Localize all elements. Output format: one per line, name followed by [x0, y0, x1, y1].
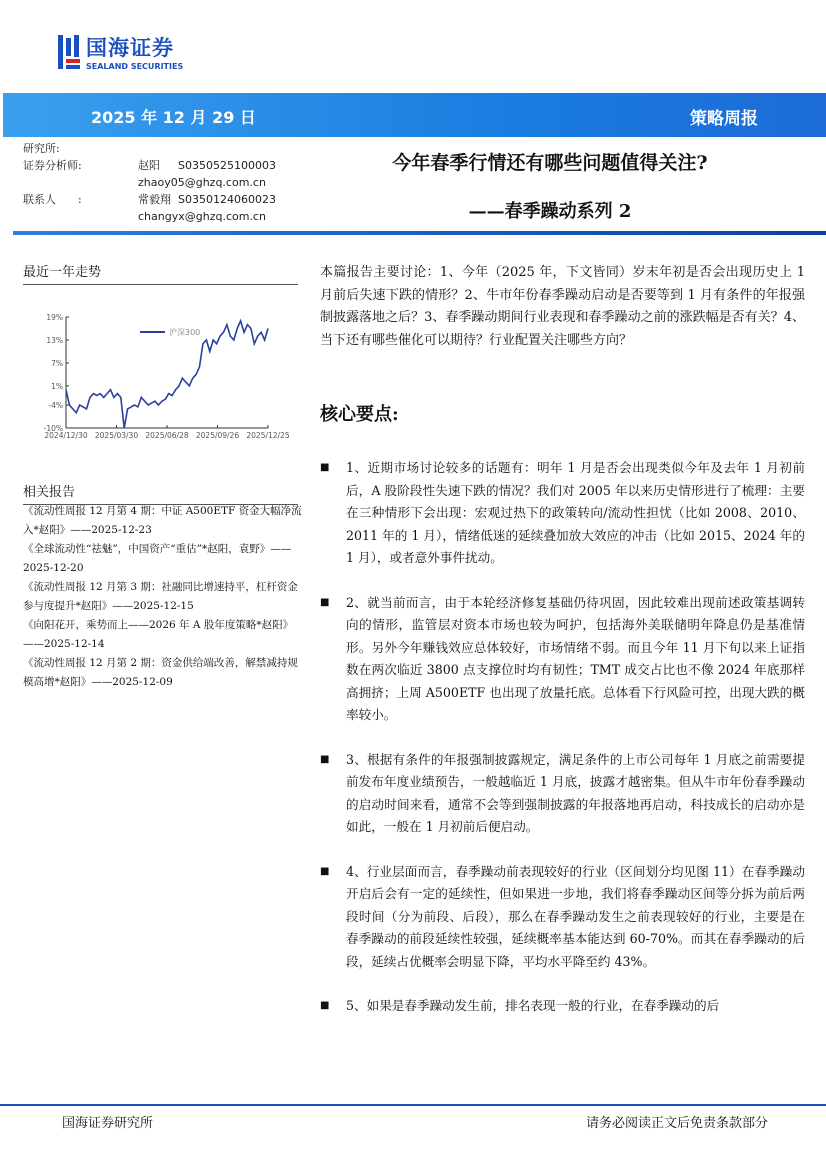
analyst-label: 证券分析师:: [23, 159, 82, 172]
bullet-icon: ■: [320, 462, 330, 473]
related-report[interactable]: 《流动性周报 12 月第 3 期：社融同比增速持平，杠杆资金参与度提升*赵阳》——2025-12-15: [23, 581, 298, 612]
contact-name: 常毅翔: [138, 193, 171, 206]
bullet-icon: ■: [320, 596, 330, 608]
intro-paragraph: 本篇报告主要讨论：1、今年（2025 年，下文皆同）岁末年初是否会出现历史上 1 月前后失速下跌的情形？2、牛市年份春季躁动启动是否要等到 1 月有条件的年报强制披露落地之后？3、春季躁动期间行业表现和春季躁动之前的涨跌幅是否有关？4、当下还有哪些催化可以期待？行业配置关注哪些方向？: [320, 265, 805, 348]
footer-rule: [0, 1104, 826, 1106]
x-tick-label: 2025/09/26: [195, 431, 240, 440]
contact-email[interactable]: changyx@ghzq.com.cn: [138, 210, 266, 223]
key-point-text: 1、近期市场讨论较多的话题有：明年 1 月是否会出现类似今年及去年 1 月初前后，A 股阶段性失速下跌的情况？我们对 2005 年以来历史情形进行了梳理：主要在三种情形下会出现：宏观过热下的政策转向/流动性担忧（比如 2008、2010、2011 年的 1 月），情绪低迷的延续叠加放大效应的冲击（比如 2015、2024 年的 1 月），或者意外事件扰动。: [346, 460, 805, 565]
key-point: [320, 861, 805, 974]
key-point-text: 2、就当前而言，由于本轮经济修复基础仍待巩固，因此较难出现前述政策基调转向的情形，监管层对资本市场也较为呵护，包括海外美联储明年降息仍是基准情形。另外今年赚钱效应总体较好，市场情绪不弱。而且今年 11 月下旬以来上证指数在两次临近 3800 点支撑位时均有韧性；TMT 成交占比也不像 2024 年底那样高拥挤；上周 A500ETF 也出现了放量托底。总体看下行风险可控，出现大跌的概率较小。: [346, 594, 805, 722]
key-point: [320, 592, 805, 727]
y-tick-label: 13%: [46, 335, 63, 345]
bullet-icon: ■: [320, 753, 330, 765]
report-date: 2025 年 12 月 29 日: [91, 108, 256, 127]
related-report[interactable]: 《流动性周报 12 月第 2 期：资金供给端改善，解禁减持规模高增*赵阳》——2025-12-09: [23, 657, 298, 688]
key-point: [320, 749, 805, 839]
bullet-icon: ■: [320, 1000, 330, 1011]
related-report[interactable]: 《向阳花开，乘势而上——2026 年 A 股年度策略*赵阳》——2025-12-14: [23, 619, 294, 650]
logo-cn: 国海证券: [86, 36, 174, 60]
y-tick-label: -10%: [43, 424, 63, 433]
key-point-text: 3、根据有条件的年报强制披露规定，满足条件的上市公司每年 1 月底之前需要提前发布年度业绩预告，一般越临近 1 月底，披露才越密集。但从牛市年份春季躁动的启动时间来看，通常不会等到强制披露的年报落地再启动，科技成长的启动亦是如此，一般在 1 月初前后便启动。: [346, 751, 805, 834]
y-tick-label: 1%: [51, 381, 63, 391]
x-tick-label: 2024/12/30: [44, 431, 88, 440]
key-point: [320, 457, 805, 570]
related-heading: 相关报告: [23, 481, 298, 505]
analyst-cert: S0350525100003: [178, 159, 276, 172]
related-report[interactable]: 《流动性周报 12 月第 4 期：中证 A500ETF 资金大幅净流入*赵阳》——2025-12-23: [23, 505, 302, 536]
x-tick-label: 2025/12/25: [246, 431, 290, 440]
hs300-chart: [23, 285, 293, 460]
related-reports: [23, 502, 303, 692]
analyst-info: [23, 140, 276, 225]
analyst-name: 赵阳: [138, 159, 160, 172]
header-rule: [13, 231, 826, 235]
report-title: 今年春季行情还有哪些问题值得关注?: [392, 152, 708, 174]
legend-label: 沪深300: [169, 328, 201, 337]
trend-heading: 最近一年走势: [23, 261, 298, 285]
logo-en: SEALAND SECURITIES: [86, 62, 184, 71]
x-tick-label: 2025/03/30: [94, 431, 139, 440]
contact-label: 联系人 :: [23, 193, 82, 206]
header-band: [3, 93, 826, 137]
y-tick-label: -4%: [48, 401, 63, 411]
footer-left: 国海证券研究所: [62, 1116, 154, 1131]
related-report[interactable]: 《全球流动性“祛魅”，中国资产“重估”*赵阳，袁野》——2025-12-20: [23, 543, 292, 574]
report-subtitle: ——春季躁动系列 2: [468, 201, 632, 222]
key-point-text: 4、行业层面而言，春季躁动前表现较好的行业（区间划分均见图 11）在春季躁动开启后会有一定的延续性，但如果进一步地，我们将春季躁动区间等分拆为前后两段时间（分为前段、后段），那么在春季躁动发生之前表现较好的行业，主要是在春季躁动的前段延续性较强，延续概率基本能达到 60-70%。而其在春季躁动的后段，延续占优概率会明显下降，平均水平降至约 43%。: [346, 863, 805, 969]
logo-mark-icon: [58, 35, 80, 69]
bullet-icon: ■: [320, 865, 330, 877]
core-heading: 核心要点:: [320, 404, 399, 425]
analyst-email[interactable]: zhaoy05@ghzq.com.cn: [138, 176, 266, 189]
key-points: [320, 457, 805, 1040]
series-line-hs300: [66, 321, 268, 428]
y-tick-label: 19%: [46, 313, 63, 322]
key-point: [320, 995, 805, 1018]
institute-label: 研究所:: [23, 142, 60, 155]
key-point-text: 5、如果是春季躁动发生前，排名表现一般的行业，在春季躁动的后: [346, 998, 720, 1013]
contact-cert: S0350124060023: [178, 193, 276, 206]
footer-right: 请务必阅读正文后免责条款部分: [585, 1116, 768, 1131]
company-logo: [58, 32, 183, 71]
report-type: 策略周报: [690, 109, 758, 129]
y-tick-label: 7%: [51, 358, 63, 368]
x-tick-label: 2025/06/28: [145, 431, 189, 440]
